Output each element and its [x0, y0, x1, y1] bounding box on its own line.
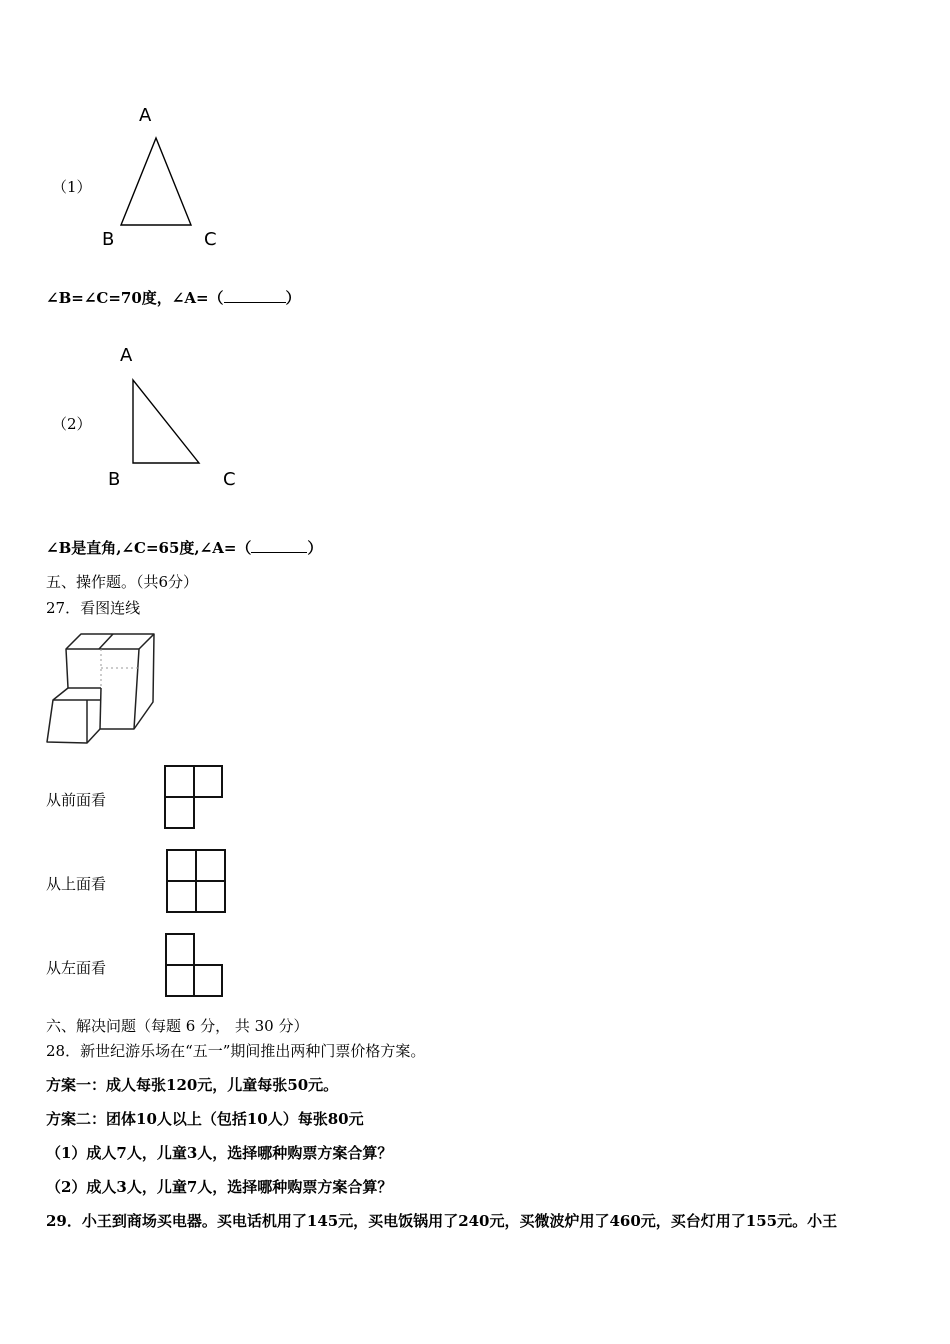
view-left-label: 从左面看 [46, 959, 107, 977]
section5-title: 五、操作题。（共6分） [46, 573, 199, 591]
q2-vertex-b: B [108, 469, 121, 490]
q2-vertex-a: A [120, 345, 133, 366]
q28-sub1: （1）成人7人，儿童3人，选择哪种购票方案合算？ [46, 1144, 393, 1162]
view-front-label: 从前面看 [46, 791, 107, 809]
q1-vertex-b: B [102, 229, 115, 250]
q28-plan2: 方案二：团体10人以上（包括10人）每张80元 [46, 1110, 364, 1128]
front-view-grid [165, 766, 222, 828]
q1-condition: ∠B=∠C=70度，∠A=（ [46, 289, 224, 307]
top-view-grid [167, 850, 225, 912]
q2-vertex-c: C [223, 469, 236, 490]
q27-title: 27．看图连线 [46, 599, 141, 617]
q2-number: （2） [52, 415, 92, 433]
q29-text: 29．小王到商场买电器。买电话机用了145元，买电饭锅用了240元，买微波炉用了460元，买台灯用了155元。小王 [46, 1212, 838, 1230]
left-view-grid [166, 934, 222, 996]
q28-title: 28．新世纪游乐场在“五一”期间推出两种门票价格方案。 [46, 1042, 426, 1060]
section6-title: 六、解决问题（每题 6 分， 共 30 分） [46, 1017, 309, 1035]
q1-vertex-c: C [204, 229, 217, 250]
q2-condition: ∠B是直角,∠C=65度,∠A=（ [46, 539, 252, 557]
q2-close: ） [307, 539, 323, 557]
view-top-label: 从上面看 [46, 875, 107, 893]
q28-plan1: 方案一：成人每张120元，儿童每张50元。 [46, 1076, 339, 1094]
q28-sub2: （2）成人3人，儿童7人，选择哪种购票方案合算？ [46, 1178, 393, 1196]
q1-vertex-a: A [139, 105, 152, 126]
q1-close: ） [285, 289, 301, 307]
q1-number: （1） [52, 178, 92, 196]
